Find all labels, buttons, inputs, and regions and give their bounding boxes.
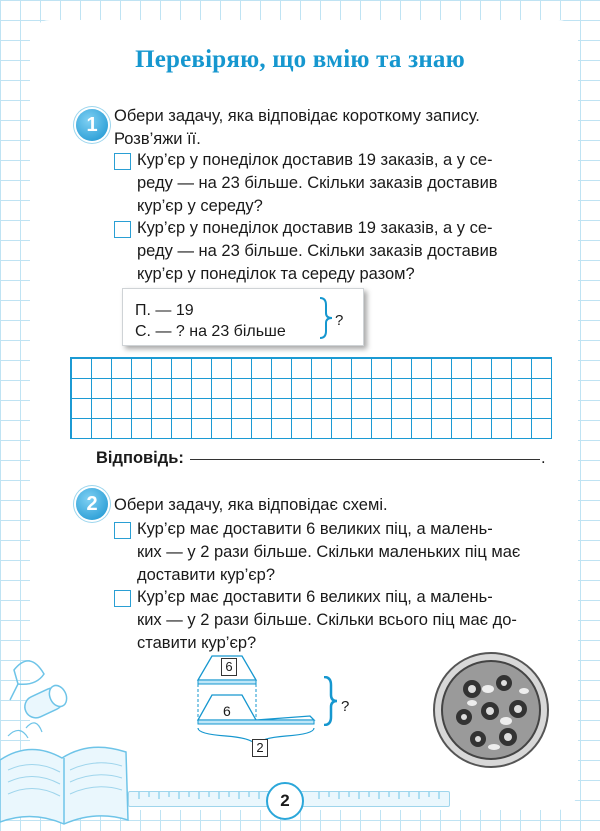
task2-prompt: Обери задачу, яка відповідає схемі. [114,496,388,514]
curly-brace-icon [318,297,334,339]
short-note-box [122,288,364,346]
scheme-mid-value: 6 [223,703,231,719]
answer-grid[interactable] [70,357,552,439]
short-note-question: ? [335,312,344,329]
short-note-line2: С. — ? на 23 більше [135,323,286,340]
answer-label: Відповідь: [96,449,184,467]
task2-option-b-line1: Кур’єр має доставити 6 великих піц, а малень- [137,588,493,606]
task2-number-badge: 2 [76,488,108,520]
scheme-curly-brace-icon [322,676,338,726]
page-title: Перевіряю, що вмію та знаю [135,46,465,73]
task2-option-a-checkbox[interactable] [114,522,131,539]
short-note-line1: П. — 19 [135,302,194,319]
task1-prompt-line2: Розв’яжи її. [114,130,201,148]
task2-option-a-line2: ких — у 2 рази більше. Скільки маленьких піц має [137,543,521,561]
task1-option-b-line2: реду — на 23 більше. Скільки заказів доставив [137,242,498,260]
task1-number-badge: 1 [76,109,108,141]
task2-option-b-checkbox[interactable] [114,590,131,607]
task1-option-a-checkbox[interactable] [114,153,131,170]
pizza-icon [432,651,550,769]
task2-option-a-line3: доставити кур’єр? [137,566,276,584]
scheme-question: ? [341,698,350,715]
page-number: 2 [266,782,304,820]
task1-option-b-line3: кур’єр у понеділок та середу разом? [137,265,415,283]
answer-period: . [541,449,546,467]
task1-option-b-checkbox[interactable] [114,221,131,238]
task1-option-a-line1: Кур’єр у понеділок доставив 19 заказів, а у се- [137,151,493,169]
scheme-top-value: 6 [221,658,237,676]
book-scroll-decoration-icon [0,640,130,831]
task2-option-a-line1: Кур’єр має доставити 6 великих піц, а малень- [137,520,493,538]
task1-prompt-line1: Обери задачу, яка відповідає короткому запису. [114,107,480,125]
task2-option-b-line3: ставити кур’єр? [137,634,257,652]
scheme-multiplier-value: 2 [252,739,268,757]
task1-option-a-line2: реду — на 23 більше. Скільки заказів доставив [137,174,498,192]
task2-option-b-line2: ких — у 2 рази більше. Скільки всього піц має до- [137,611,517,629]
task1-option-a-line3: кур’єр у середу? [137,197,263,215]
answer-input-line[interactable] [190,459,540,460]
task1-option-b-line1: Кур’єр у понеділок доставив 19 заказів, а у се- [137,219,493,237]
